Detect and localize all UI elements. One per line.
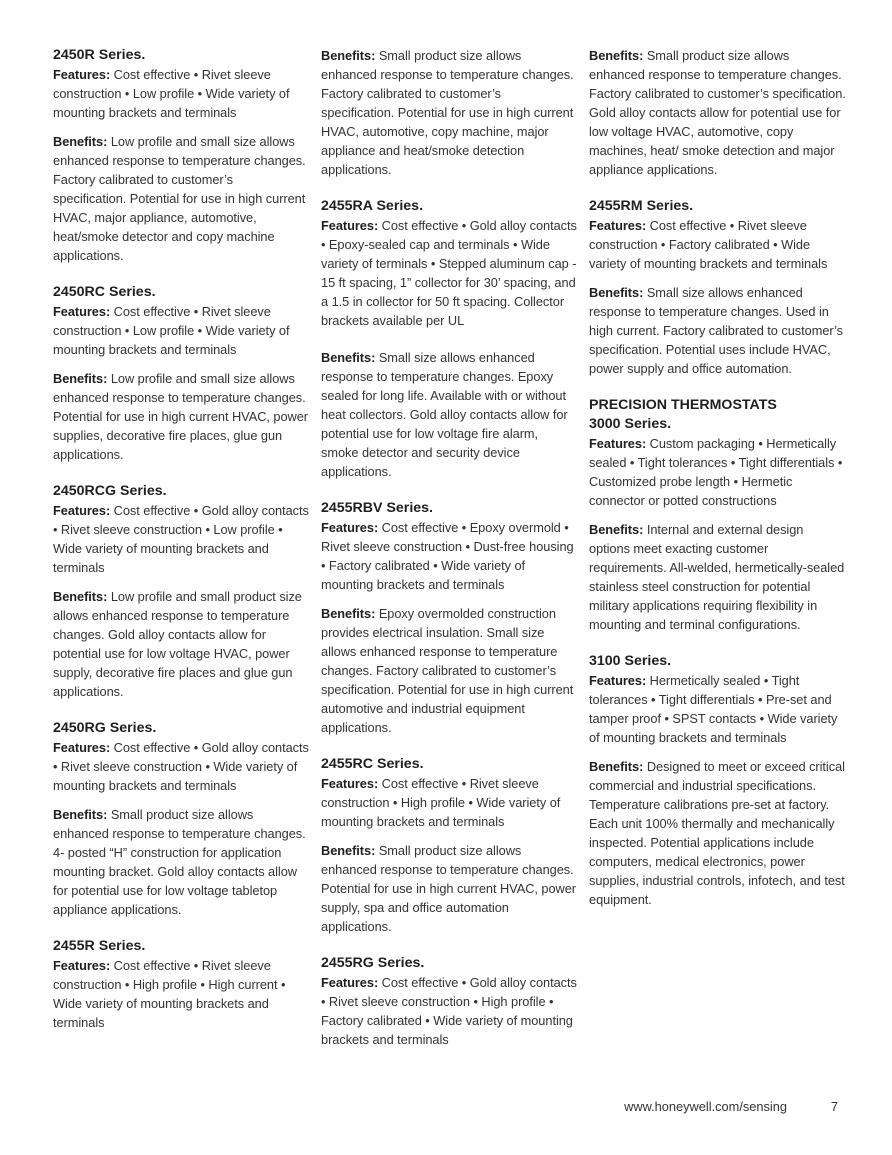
- spacer: [589, 747, 847, 757]
- paragraph-text: Small product size allows enhanced response to temperature changes. Factory calibrated to customer’s specification. Gold alloy contacts allow for potential use for low voltage HVAC, automotive, copy machines, heat/ smoke detection and major appliance applications.: [589, 48, 846, 177]
- paragraph-label: Features:: [53, 304, 111, 319]
- section-heading: 3100 Series.: [589, 653, 672, 669]
- benefits-paragraph: [321, 348, 577, 481]
- paragraph-text: Small size allows enhanced response to temperature changes. Epoxy sealed for long life. Available with or without heat collectors. Gold alloy contacts allow for potential use for low voltage fire alarm, smoke detector and security device applications.: [321, 350, 568, 479]
- section-heading: 2455RM Series.: [589, 198, 694, 214]
- paragraph-text: Cost effective • Rivet sleeve construction • High profile • Wide variety of mounting brackets and terminals: [321, 776, 561, 829]
- spacer: [589, 273, 847, 283]
- section-heading: 2450R Series.: [53, 47, 146, 63]
- text-column-3: [589, 46, 847, 909]
- features-paragraph: [589, 671, 847, 747]
- benefits-paragraph: [321, 841, 577, 936]
- paragraph-text: Custom packaging • Hermetically sealed • Tight tolerances • Tight differentials • Customized probe length • Hermetic connector or potted constructions: [589, 436, 843, 508]
- spacer: [53, 577, 309, 587]
- paragraph-text: Cost effective • Rivet sleeve construction • Low profile • Wide variety of mounting brackets and terminals: [53, 67, 290, 120]
- features-paragraph: [589, 434, 847, 510]
- paragraph-text: Cost effective • Rivet sleeve construction • Factory calibrated • Wide variety of mounting brackets and terminals: [589, 218, 828, 271]
- paragraph-text: Cost effective • Epoxy overmold • Rivet sleeve construction • Dust-free housing • Factory calibrated • Wide variety of mounting brackets and terminals: [321, 520, 574, 592]
- paragraph-label: Features:: [321, 975, 379, 990]
- spacer: [53, 464, 309, 482]
- spacer: [53, 122, 309, 132]
- paragraph-label: Features:: [589, 673, 647, 688]
- paragraph-label: Benefits:: [321, 606, 376, 621]
- paragraph-text: Small product size allows enhanced response to temperature changes. 4- posted “H” construction for application mounting bracket. Gold alloy contacts allow for potential use for low voltage tabletop appliance applications.: [53, 807, 306, 917]
- benefits-paragraph: [589, 757, 847, 909]
- section-heading: 2455RA Series.: [321, 198, 424, 214]
- page-number: 7: [830, 1099, 838, 1114]
- paragraph-label: Benefits:: [53, 371, 108, 386]
- spacer: [589, 634, 847, 652]
- features-paragraph: [321, 774, 577, 831]
- benefits-paragraph: [321, 46, 577, 179]
- spacer: [321, 594, 577, 604]
- paragraph-label: Features:: [53, 67, 111, 82]
- spacer: [321, 481, 577, 499]
- spacer: [321, 936, 577, 954]
- section-heading: 2450RC Series.: [53, 284, 156, 300]
- paragraph-text: Cost effective • Gold alloy contacts • Epoxy-sealed cap and terminals • Wide variety of terminals • Stepped aluminum cap - 15 ft spacing, 1” collector for 30’ spacing, and a 1.5 in collector for 50 ft spacing. Collector brackets available per UL: [321, 218, 577, 328]
- features-paragraph: [53, 501, 309, 577]
- benefits-paragraph: [589, 46, 847, 179]
- paragraph-label: Benefits:: [53, 807, 108, 822]
- paragraph-text: Low profile and small size allows enhanced response to temperature changes. Factory calibrated to customer’s specification. Potential for use in high current HVAC, major appliance, automotive, heat/smoke detector and copy machine applications.: [53, 134, 306, 263]
- section-heading: 2455RG Series.: [321, 955, 425, 971]
- paragraph-text: Cost effective • Gold alloy contacts • Rivet sleeve construction • Wide variety of mounting brackets and terminals: [53, 740, 309, 793]
- features-paragraph: [53, 302, 309, 359]
- spacer: [321, 330, 577, 348]
- section-heading: 2450RG Series.: [53, 720, 157, 736]
- paragraph-label: Benefits:: [321, 350, 376, 365]
- features-paragraph: [53, 956, 309, 1032]
- benefits-paragraph: [53, 369, 309, 464]
- footer-url[interactable]: www.honeywell.com/sensing: [624, 1099, 787, 1114]
- paragraph-label: Benefits:: [53, 134, 108, 149]
- section-heading: 2455RBV Series.: [321, 500, 433, 516]
- spacer: [53, 265, 309, 283]
- paragraph-label: Benefits:: [589, 48, 644, 63]
- spacer: [589, 510, 847, 520]
- text-column-1: [53, 46, 309, 1032]
- paragraph-text: Internal and external design options meet exacting customer requirements. All-welded, hermetically-sealed stainless steel construction for potential military applications requiring flexibility in mounting and terminal configurations.: [589, 522, 845, 632]
- paragraph-label: Features:: [589, 436, 647, 451]
- paragraph-label: Features:: [53, 958, 111, 973]
- paragraph-text: Small product size allows enhanced response to temperature changes. Factory calibrated to customer’s specification. Potential for use in high current HVAC, automotive, copy machine, major appliance and heat/smoke detection applications.: [321, 48, 574, 177]
- section-heading: 2450RCG Series.: [53, 483, 167, 499]
- section-heading: 2455R Series.: [53, 938, 146, 954]
- paragraph-label: Features:: [321, 776, 379, 791]
- paragraph-text: Small product size allows enhanced response to temperature changes. Potential for use in high current HVAC, power supply, spa and office automation applications.: [321, 843, 577, 934]
- benefits-paragraph: [53, 805, 309, 919]
- paragraph-text: Small size allows enhanced response to temperature changes. Used in high current. Factory calibrated to customer’s specification. Potential uses include HVAC, power supply and office automation.: [589, 285, 843, 376]
- paragraph-label: Benefits:: [321, 843, 376, 858]
- paragraph-text: Cost effective • Rivet sleeve construction • High profile • High current • Wide variety of mounting brackets and terminals: [53, 958, 286, 1030]
- benefits-paragraph: [321, 604, 577, 737]
- page-footer: [0, 1099, 892, 1119]
- paragraph-text: Hermetically sealed • Tight tolerances • Tight differentials • Pre-set and tamper proof • SPST contacts • Wide variety of mounting brackets and terminals: [589, 673, 838, 745]
- features-paragraph: [53, 65, 309, 122]
- paragraph-text: Low profile and small product size allows enhanced response to temperature changes. Gold alloy contacts allow for potential use for low voltage HVAC, power supply, decorative fire places and glue gun applications.: [53, 589, 302, 699]
- paragraph-label: Features:: [321, 218, 379, 233]
- features-paragraph: [321, 973, 577, 1049]
- paragraph-label: Features:: [321, 520, 379, 535]
- paragraph-label: Benefits:: [589, 285, 644, 300]
- paragraph-label: Benefits:: [53, 589, 108, 604]
- features-paragraph: [53, 738, 309, 795]
- section-heading: 2455RC Series.: [321, 756, 424, 772]
- section-heading: 3000 Series.: [589, 416, 672, 432]
- features-paragraph: [589, 216, 847, 273]
- spacer: [321, 737, 577, 755]
- spacer: [589, 378, 847, 396]
- paragraph-label: Benefits:: [589, 522, 644, 537]
- spacer: [321, 831, 577, 841]
- paragraph-label: Benefits:: [321, 48, 376, 63]
- spacer: [53, 359, 309, 369]
- spacer: [321, 179, 577, 197]
- benefits-paragraph: [589, 283, 847, 378]
- paragraph-text: Designed to meet or exceed critical commercial and industrial specifications. Temperature calibrations pre-set at factory. Each unit 100% thermally and mechanically inspected. Potential applications include computers, medical electronics, power supplies, industrial controls, infotech, and test equipment.: [589, 759, 845, 907]
- paragraph-label: Benefits:: [589, 759, 644, 774]
- paragraph-text: Low profile and small size allows enhanced response to temperature changes. Potential for use in high current HVAC, power supplies, decorative fire places, glue gun applications.: [53, 371, 309, 462]
- features-paragraph: [321, 518, 577, 594]
- paragraph-label: Features:: [589, 218, 647, 233]
- paragraph-text: Cost effective • Gold alloy contacts • Rivet sleeve construction • Low profile • Wide variety of mounting brackets and terminals: [53, 503, 309, 575]
- spacer: [53, 919, 309, 937]
- benefits-paragraph: [53, 132, 309, 265]
- paragraph-label: Features:: [53, 503, 111, 518]
- spacer: [53, 795, 309, 805]
- text-column-2: [321, 46, 577, 1049]
- spacer: [589, 179, 847, 197]
- paragraph-label: Features:: [53, 740, 111, 755]
- spacer: [53, 701, 309, 719]
- benefits-paragraph: [53, 587, 309, 701]
- paragraph-text: Cost effective • Rivet sleeve construction • Low profile • Wide variety of mounting brackets and terminals: [53, 304, 290, 357]
- section-heading: PRECISION THERMOSTATS: [589, 397, 777, 413]
- benefits-paragraph: [589, 520, 847, 634]
- paragraph-text: Cost effective • Gold alloy contacts • Rivet sleeve construction • High profile • Factory calibrated • Wide variety of mounting brackets and terminals: [321, 975, 577, 1047]
- paragraph-text: Epoxy overmolded construction provides electrical insulation. Small size allows enhanced response to temperature changes. Factory calibrated to customer’s specification. Potential for use in high current automotive and industrial equipment applications.: [321, 606, 574, 735]
- features-paragraph: [321, 216, 577, 330]
